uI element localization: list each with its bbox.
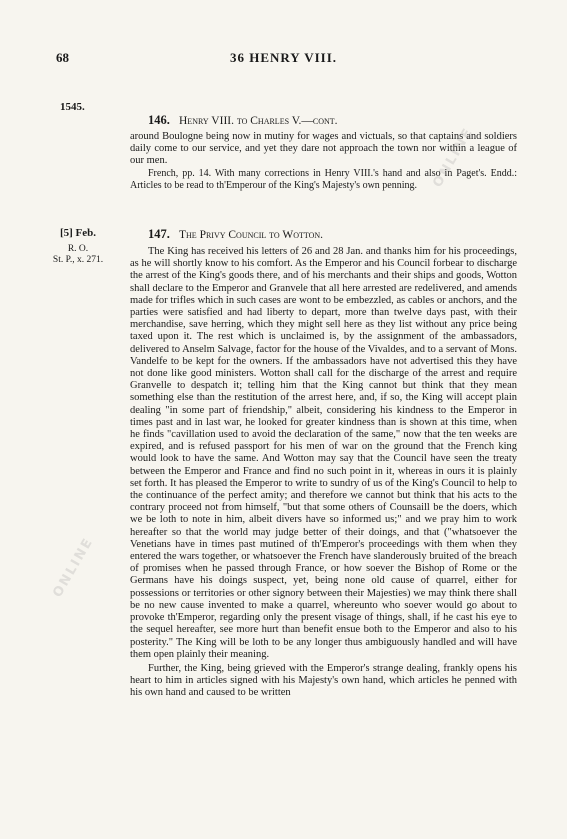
entry-146-title: Henry VIII. to Charles V.—cont.	[179, 115, 338, 127]
year-label: 1545.	[60, 101, 85, 113]
entry-147-heading	[148, 227, 323, 242]
entry-147-number: 147.	[148, 227, 170, 241]
page-header	[56, 50, 511, 68]
entry-146-text: around Boulogne being now in mutiny for wages and victuals, so that captains and soldiers daily come to our service, and yet they dare not approach the town nor within a league of our men.	[130, 131, 517, 167]
watermark-stamp-top: ONLINE	[430, 124, 477, 191]
entry-146-heading	[148, 113, 338, 128]
entry-146-note: French, pp. 14. With many corrections in Henry VIII.'s hand and also in Paget's. Endd.: Articles to be read to th'Emperour of the King's Majesty's own penning.	[130, 168, 517, 191]
entry-147-title: The Privy Council to Wotton.	[179, 229, 324, 241]
entry-147-ref-1: R. O.	[67, 244, 89, 254]
entry-146-number: 146.	[148, 113, 170, 127]
page-number: 68	[56, 50, 69, 65]
entry-147-paragraph-2: Further, the King, being grieved with the Emperor's strange dealing, frankly opens his heart to him in articles signed with his Majesty's own hand, which articles he penned with his own hand and caused to be written	[130, 662, 517, 699]
entry-147-body	[130, 246, 517, 700]
running-title: 36 HENRY VIII.	[229, 50, 338, 65]
entry-147-date: [5] Feb.	[59, 227, 97, 239]
entry-147-ref-2: St. P., x. 271.	[52, 255, 104, 265]
entry-147-paragraph-1: The King has received his letters of 26 and 28 Jan. and thanks him for his proceedings, as he will shortly know to his comfort. As the Emperor and his Council forbear to discharge the arrest of the King's goods there, and of his merchants and their ships and goods, Wotton shall declare to the Emperor and Granvele that all here arrested are redelivered, and amends made for trifles which in such cases are wont to be embezzled, as cables or anchors, and the parties were satisfied and had liberty to depart, more than twelve days past, with their merchandise, save herring, which they might sell here as they list without any price being taxed upon it. The rest which is unclaimed is, by the assignment of the ambassadors, delivered to Anselm Salvage, factor for the house of the Vivaldes, and to a servant of Mons. Vandelfe to be kept for the owners. If the ambassadors have not advertised this they have not done like good ministers. Wotton shall call for the discharge of the arrest and require Granvelle to despatch it; telling him that the King cannot but think that they mean something else than the restitution of the arrest here, and, if so, the King will accept plain dealing "in some part of friendship," albeit, considering his kindness to the Emperor in times past and in last war, he looked for greater kindness than is shown at this time, when he finds "cavillation used to avoid the declaration of the same," now that the ten weeks are expired, and is refused passport for his men of war on the ground that the French king would look to have the same. And Wotton may say that the Council have seen the treaty between the Emperor and France and find no such point in it, whereas in ours it is plainly set forth. It has pleased the Emperor to write to sundry of us of the King's Council to help to the continuance of the perfect amity; and therefore we cannot but think that his acts to the contrary proceed not from himself, "but that some others of Counsaill be the doers, which we be loth to note in him, albeit divers have so informed us;" and we pray him to work hereafter so that the world may judge better of their doings, and that ("whatsoever the Venetians have in times past mutined of th'Emperor's proceedings with them when they entered the wars together, or whatsoever the French have slanderously bruited of the breach of promises when he passed through France, or how soever the Bishop of Rome or the Germans have his doings suspect, yet, being none old cause of quarrel, either for possessions or territories or other signory between their Majesties) we may think there shall be no new cause invented to make a quarrel, whereunto who soever would go about to provoke th'Emperor, regarding only the present visage of things, shall, if he cast his eye to the sequel hereafter, see more hurt than benefit ensue both to the Emperor and also to his posterity." The King will be loth to be any longer thus ambiguously handled and will have them open plainly their meaning.	[130, 246, 517, 660]
watermark-stamp-bottom: ONLINE	[50, 534, 97, 601]
